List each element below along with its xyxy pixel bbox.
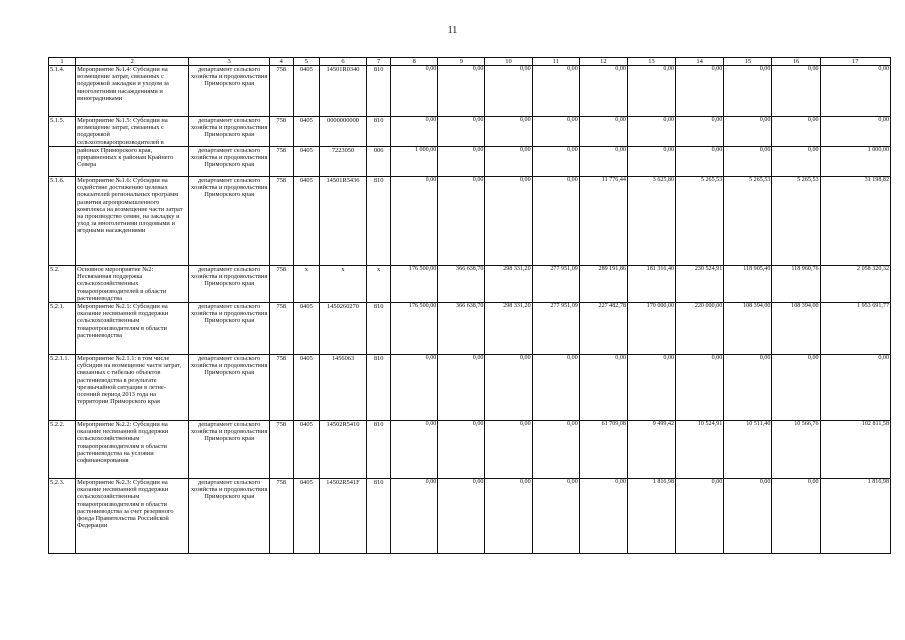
row-value: 0,00 bbox=[485, 177, 532, 266]
row-value: 0,00 bbox=[438, 355, 485, 421]
row-value: 0,00 bbox=[772, 355, 820, 421]
col-header: 6 bbox=[319, 58, 366, 66]
page-number: 11 bbox=[447, 25, 458, 36]
col-header: 17 bbox=[820, 58, 890, 66]
row-executor: департамент сельского хозяйства и продовольствия Приморского края bbox=[189, 479, 269, 554]
row-code: 5.1.6. bbox=[49, 177, 76, 266]
row-code: 5.2.2. bbox=[49, 421, 76, 479]
row-rzpr: x bbox=[293, 266, 319, 303]
row-total: 1 000,00 bbox=[820, 147, 890, 177]
budget-table bbox=[48, 57, 891, 554]
row-value: 0,00 bbox=[676, 147, 724, 177]
row-value: 0,00 bbox=[485, 147, 532, 177]
row-executor: департамент сельского хозяйства и продовольствия Приморского края bbox=[189, 266, 269, 303]
row-value: 0,00 bbox=[724, 117, 772, 147]
row-rzpr: 0405 bbox=[293, 355, 319, 421]
col-header: 14 bbox=[676, 58, 724, 66]
row-value: 0,00 bbox=[772, 147, 820, 177]
row-grbs: 758 bbox=[269, 421, 293, 479]
table-row bbox=[49, 177, 891, 266]
row-value: 10 566,76 bbox=[772, 421, 820, 479]
row-value: 0,00 bbox=[579, 147, 627, 177]
table-header bbox=[49, 58, 891, 66]
row-value: 0,00 bbox=[579, 66, 627, 117]
row-value: 0,00 bbox=[772, 66, 820, 117]
row-csr: 1450260270 bbox=[319, 303, 366, 355]
row-value: 0,00 bbox=[676, 117, 724, 147]
row-name: Мероприятие №2.1: Субсидии на оказание несвязанной поддержки сельскохозяйственным товаропроизводителям в области растениеводства bbox=[76, 303, 189, 355]
row-value: 0,00 bbox=[391, 421, 438, 479]
row-value: 0,00 bbox=[391, 117, 438, 147]
row-rzpr: 0405 bbox=[293, 66, 319, 117]
row-total: 102 811,58 bbox=[820, 421, 890, 479]
row-value: 108 394,00 bbox=[724, 303, 772, 355]
row-value: 176 500,00 bbox=[391, 303, 438, 355]
row-total: 1 816,98 bbox=[820, 479, 890, 554]
row-value: 227 482,78 bbox=[579, 303, 627, 355]
row-grbs: 758 bbox=[269, 66, 293, 117]
row-value: 230 524,91 bbox=[676, 266, 724, 303]
row-value: 10 511,40 bbox=[724, 421, 772, 479]
row-value: 277 951,09 bbox=[532, 266, 579, 303]
row-value: 5 265,53 bbox=[676, 177, 724, 266]
row-grbs: 758 bbox=[269, 355, 293, 421]
row-value: 0,00 bbox=[391, 177, 438, 266]
row-value: 0,00 bbox=[579, 355, 627, 421]
col-header: 2 bbox=[76, 58, 189, 66]
row-value: 0,00 bbox=[724, 147, 772, 177]
row-rzpr: 0405 bbox=[293, 147, 319, 177]
row-value: 0,00 bbox=[532, 421, 579, 479]
row-value: 9 499,42 bbox=[627, 421, 675, 479]
row-vr: 810 bbox=[367, 421, 391, 479]
row-vr: 810 bbox=[367, 177, 391, 266]
row-grbs: 758 bbox=[269, 303, 293, 355]
col-header: 4 bbox=[269, 58, 293, 66]
row-code bbox=[49, 147, 76, 177]
row-value: 1 816,98 bbox=[627, 479, 675, 554]
row-name: Мероприятие №2.1.1: в том числе субсидии на возмещение части затрат, связанных с гибелью объектов растениеводства в результате чрезвычайной ситуации в летне-осенний период 2013 года на территории Приморского края bbox=[76, 355, 189, 421]
row-value: 0,00 bbox=[532, 177, 579, 266]
row-code: 5.1.4. bbox=[49, 66, 76, 117]
row-value: 5 265,53 bbox=[724, 177, 772, 266]
row-value: 0,00 bbox=[532, 355, 579, 421]
row-value: 1 000,00 bbox=[391, 147, 438, 177]
col-header: 12 bbox=[579, 58, 627, 66]
table-row bbox=[49, 421, 891, 479]
row-csr: 1456063 bbox=[319, 355, 366, 421]
col-header: 11 bbox=[532, 58, 579, 66]
row-code: 5.2.1.1. bbox=[49, 355, 76, 421]
row-value: 366 638,70 bbox=[438, 303, 485, 355]
row-vr: 006 bbox=[367, 147, 391, 177]
row-executor: департамент сельского хозяйства и продовольствия Приморского края bbox=[189, 421, 269, 479]
row-name: Мероприятие №2.3: Субсидии на оказание несвязанной поддержки сельскохозяйственным товаропроизводителям в области растениеводства за счет резервного фонда Правительства Российской Федерации bbox=[76, 479, 189, 554]
row-name: Основное мероприятие №2: Несвязанная поддержка сельскохозяйственных товаропроизводителей в области растениеводства bbox=[76, 266, 189, 303]
row-csr: 7223050 bbox=[319, 147, 366, 177]
row-value: 0,00 bbox=[438, 177, 485, 266]
row-value: 108 394,00 bbox=[772, 303, 820, 355]
row-executor: департамент сельского хозяйства и продовольствия Приморского края bbox=[189, 355, 269, 421]
row-vr: 810 bbox=[367, 66, 391, 117]
col-header: 15 bbox=[724, 58, 772, 66]
table-row bbox=[49, 266, 891, 303]
row-value: 61 709,08 bbox=[579, 421, 627, 479]
row-csr: x bbox=[319, 266, 366, 303]
row-executor: департамент сельского хозяйства и продовольствия Приморского края bbox=[189, 117, 269, 147]
row-vr: x bbox=[367, 266, 391, 303]
row-value: 0,00 bbox=[724, 66, 772, 117]
row-vr: 810 bbox=[367, 117, 391, 147]
row-value: 0,00 bbox=[391, 66, 438, 117]
row-rzpr: 0405 bbox=[293, 177, 319, 266]
row-executor: департамент сельского хозяйства и продовольствия Приморского края bbox=[189, 177, 269, 266]
row-vr: 810 bbox=[367, 355, 391, 421]
row-code: 5.2. bbox=[49, 266, 76, 303]
row-value: 0,00 bbox=[532, 147, 579, 177]
row-value: 118 905,40 bbox=[724, 266, 772, 303]
row-executor: департамент сельского хозяйства и продовольствия Приморского края bbox=[189, 66, 269, 117]
col-header: 1 bbox=[49, 58, 76, 66]
col-header: 9 bbox=[438, 58, 485, 66]
row-csr: 0000000000 bbox=[319, 117, 366, 147]
row-code: 5.2.3. bbox=[49, 479, 76, 554]
col-header: 3 bbox=[189, 58, 269, 66]
row-name: районах Приморского края, приравненных к районам Крайнего Севера bbox=[76, 147, 189, 177]
col-header: 8 bbox=[391, 58, 438, 66]
row-vr: 810 bbox=[367, 303, 391, 355]
row-value: 0,00 bbox=[438, 479, 485, 554]
row-value: 0,00 bbox=[579, 479, 627, 554]
row-value: 0,00 bbox=[391, 479, 438, 554]
row-value: 0,00 bbox=[532, 479, 579, 554]
row-value: 0,00 bbox=[724, 355, 772, 421]
row-value: 0,00 bbox=[485, 117, 532, 147]
row-rzpr: 0405 bbox=[293, 117, 319, 147]
row-value: 0,00 bbox=[627, 147, 675, 177]
row-value: 0,00 bbox=[627, 117, 675, 147]
row-total: 1 953 691,77 bbox=[820, 303, 890, 355]
row-value: 0,00 bbox=[485, 479, 532, 554]
row-value: 366 638,70 bbox=[438, 266, 485, 303]
row-value: 10 524,91 bbox=[676, 421, 724, 479]
row-rzpr: 0405 bbox=[293, 303, 319, 355]
row-value: 0,00 bbox=[627, 66, 675, 117]
row-value: 298 331,20 bbox=[485, 303, 532, 355]
row-grbs: 758 bbox=[269, 479, 293, 554]
row-value: 170 000,00 bbox=[627, 303, 675, 355]
row-value: 0,00 bbox=[772, 479, 820, 554]
row-value: 220 000,00 bbox=[676, 303, 724, 355]
col-header: 5 bbox=[293, 58, 319, 66]
row-grbs: 758 bbox=[269, 117, 293, 147]
row-value: 0,00 bbox=[579, 117, 627, 147]
row-name: Мероприятие №2.2: Субсидии на оказание несвязанной поддержки сельскохозяйственным товаропроизводителям в области растениеводства на условии софинансирования bbox=[76, 421, 189, 479]
row-total: 31 198,82 bbox=[820, 177, 890, 266]
row-csr: 14501R5436 bbox=[319, 177, 366, 266]
table-row bbox=[49, 117, 891, 147]
row-value: 0,00 bbox=[676, 479, 724, 554]
row-value: 0,00 bbox=[391, 355, 438, 421]
row-executor: департамент сельского хозяйства и продовольствия Приморского края bbox=[189, 303, 269, 355]
row-executor: департамент сельского хозяйства и продовольствия Приморского края bbox=[189, 147, 269, 177]
row-name: Мероприятие №1.4: Субсидии на возмещение затрат, связанных с поддержкой закладки и уходом за многолетними насаждениями и виноградниками bbox=[76, 66, 189, 117]
row-value: 0,00 bbox=[532, 117, 579, 147]
row-value: 0,00 bbox=[438, 66, 485, 117]
row-value: 0,00 bbox=[772, 117, 820, 147]
row-value: 0,00 bbox=[676, 66, 724, 117]
row-value: 0,00 bbox=[532, 66, 579, 117]
col-header: 7 bbox=[367, 58, 391, 66]
row-name: Мероприятие №1.5: Субсидии на возмещение затрат, связанных с поддержкой сельхозтоваропроизводителей в bbox=[76, 117, 189, 147]
row-value: 3 625,80 bbox=[627, 177, 675, 266]
table-row bbox=[49, 303, 891, 355]
row-value: 0,00 bbox=[676, 355, 724, 421]
row-value: 0,00 bbox=[485, 66, 532, 117]
row-value: 0,00 bbox=[438, 117, 485, 147]
row-value: 0,00 bbox=[485, 421, 532, 479]
row-csr: 14501R0340 bbox=[319, 66, 366, 117]
row-rzpr: 0405 bbox=[293, 421, 319, 479]
table-row bbox=[49, 147, 891, 177]
row-rzpr: 0405 bbox=[293, 479, 319, 554]
row-value: 0,00 bbox=[627, 355, 675, 421]
row-vr: 810 bbox=[367, 479, 391, 554]
row-value: 0,00 bbox=[724, 479, 772, 554]
table-row bbox=[49, 355, 891, 421]
table-row bbox=[49, 479, 891, 554]
row-value: 289 191,86 bbox=[579, 266, 627, 303]
table-row bbox=[49, 66, 891, 117]
row-value: 277 951,09 bbox=[532, 303, 579, 355]
row-total: 0,00 bbox=[820, 355, 890, 421]
row-csr: 14502R541F bbox=[319, 479, 366, 554]
row-value: 176 500,00 bbox=[391, 266, 438, 303]
row-total: 0,00 bbox=[820, 117, 890, 147]
row-grbs: 758 bbox=[269, 147, 293, 177]
col-header: 16 bbox=[772, 58, 820, 66]
row-value: 298 331,20 bbox=[485, 266, 532, 303]
row-value: 181 316,40 bbox=[627, 266, 675, 303]
row-value: 118 960,76 bbox=[772, 266, 820, 303]
row-total: 2 058 320,32 bbox=[820, 266, 890, 303]
row-value: 0,00 bbox=[485, 355, 532, 421]
col-header: 13 bbox=[627, 58, 675, 66]
row-code: 5.1.5. bbox=[49, 117, 76, 147]
row-value: 5 265,53 bbox=[772, 177, 820, 266]
row-code: 5.2.1. bbox=[49, 303, 76, 355]
col-header: 10 bbox=[485, 58, 532, 66]
row-name: Мероприятие №1.6: Субсидии на содействие достижению целевых показателей региональных программ развития агропромышленного комплекса на возмещение части затрат на производство семян, на закладку и уход за многолетними плодовыми и ягодными насаждениями bbox=[76, 177, 189, 266]
row-grbs: 758 bbox=[269, 266, 293, 303]
row-value: 0,00 bbox=[438, 147, 485, 177]
row-total: 0,00 bbox=[820, 66, 890, 117]
row-csr: 14502R5410 bbox=[319, 421, 366, 479]
row-value: 11 776,44 bbox=[579, 177, 627, 266]
row-value: 0,00 bbox=[438, 421, 485, 479]
row-grbs: 758 bbox=[269, 177, 293, 266]
